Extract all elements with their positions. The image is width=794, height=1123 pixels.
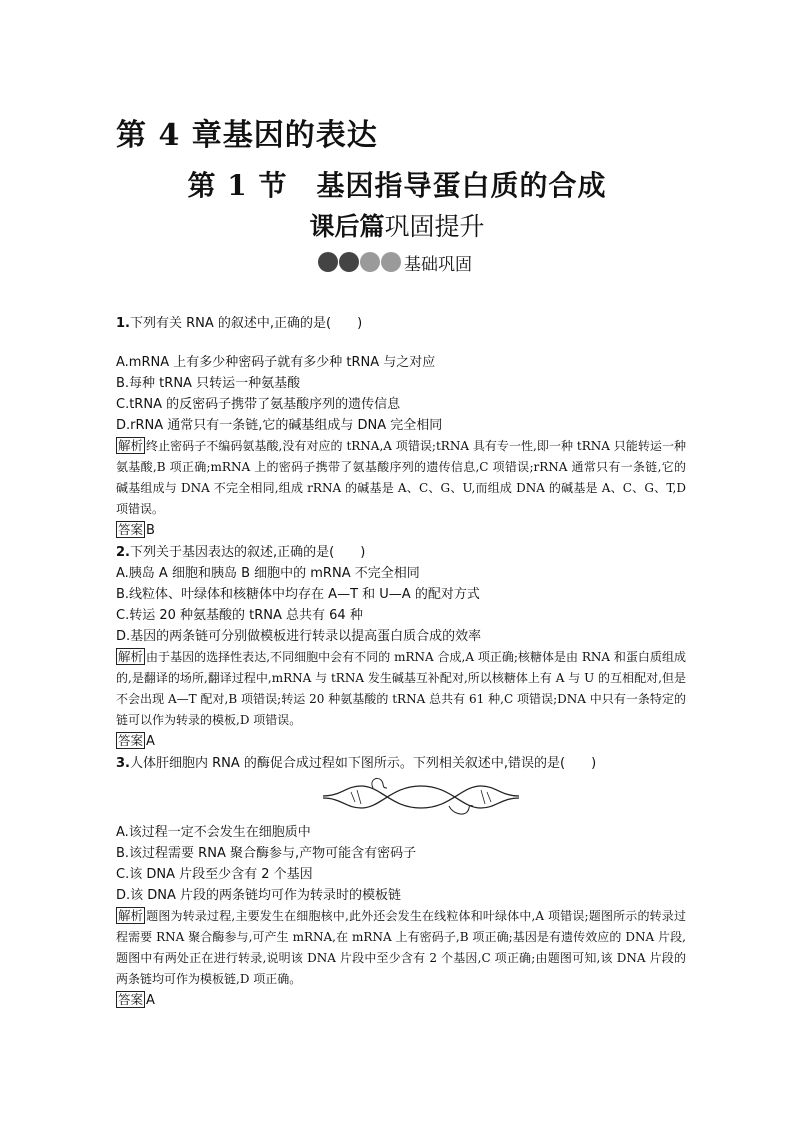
analysis-text: 题图为转录过程,主要发生在细胞核中,此外还会发生在线粒体和叶绿体中,A 项错误;题图所示的转录过程需要 RNA 聚合酶参与,可产生 mRNA,在 mRNA 上有密码子,B 项正确;基因是有遗传效应的 DNA 片段,题图中有两处正在进行转录,说明该 DNA 片段中至少含有 2 个基因,C 项正确;由题图可知,该 DNA 片段的两条链均可作为模板链,D 项正确。 <box>116 909 686 986</box>
answer <box>116 520 686 542</box>
question-number: 2. <box>116 545 130 560</box>
answer-value: B <box>146 523 155 538</box>
transcription-figure <box>116 774 686 822</box>
chapter-title: 第 4 章基因的表达 <box>116 118 378 153</box>
answer-value: A <box>146 734 155 749</box>
analysis-text: 由于基因的选择性表达,不同细胞中会有不同的 mRNA 合成,A 项正确;核糖体是由 RNA 和蛋白质组成的,是翻译的场所,翻译过程中,mRNA 与 tRNA 发生碱基互补配对,所以核糖体上有 A 与 U 的互相配对,但是不会出现 A—T 配对,B 项错误;转运 20 种氨基酸的 tRNA 总共有 61 种,C 项错误;DNA 中只有一条特定的链可以作为转录的模板,D 项错误。 <box>116 650 686 727</box>
option: D.该 DNA 片段的两条链均可作为转录时的模板链 <box>116 888 402 903</box>
option: C.转运 20 种氨基酸的 tRNA 总共有 64 种 <box>116 608 363 623</box>
sub-title <box>0 207 794 243</box>
section-title: 第 1 节 基因指导蛋白质的合成 <box>187 169 607 202</box>
analysis <box>116 436 686 520</box>
analysis <box>116 647 686 731</box>
option: D.基因的两条链可分别做模板进行转录以提高蛋白质合成的效率 <box>116 629 482 644</box>
answer <box>116 990 686 1012</box>
option: B.线粒体、叶绿体和核糖体中均存在 A—T 和 U—A 的配对方式 <box>116 587 480 602</box>
analysis-tag: 解析 <box>118 438 144 453</box>
question-text: 下列关于基因表达的叙述,正确的是( ) <box>129 545 366 560</box>
analysis-tag: 解析 <box>118 908 144 923</box>
option: D.rRNA 通常只有一条链,它的碱基组成与 DNA 完全相同 <box>116 418 443 433</box>
level-dot-icon <box>360 252 380 272</box>
answer <box>116 731 686 753</box>
answer-tag: 答案 <box>118 733 144 748</box>
question-number: 3. <box>116 756 130 771</box>
level-dot-icon <box>381 252 401 272</box>
answer-tag: 答案 <box>118 992 144 1007</box>
option: A.胰岛 A 细胞和胰岛 B 细胞中的 mRNA 不完全相同 <box>116 566 420 581</box>
option: A.mRNA 上有多少种密码子就有多少种 tRNA 与之对应 <box>116 355 436 370</box>
analysis <box>116 906 686 990</box>
question-stem <box>116 753 686 774</box>
answer-tag: 答案 <box>118 522 144 537</box>
option: B.每种 tRNA 只转运一种氨基酸 <box>116 376 301 391</box>
level-dot-icon <box>339 252 359 272</box>
option: B.该过程需要 RNA 聚合酶参与,产物可能含有密码子 <box>116 846 417 861</box>
question-text: 人体肝细胞内 RNA 的酶促合成过程如下图所示。下列相关叙述中,错误的是( ) <box>129 756 597 771</box>
dna-transcription-diagram <box>321 774 521 820</box>
question-number: 1. <box>116 316 130 331</box>
question-text: 下列有关 RNA 的叙述中,正确的是( ) <box>129 316 363 331</box>
level-banner <box>318 251 472 273</box>
option: C.tRNA 的反密码子携带了氨基酸序列的遗传信息 <box>116 397 401 412</box>
questions <box>116 313 686 1012</box>
analysis-tag: 解析 <box>118 649 144 664</box>
level-label: 基础巩固 <box>404 254 472 275</box>
sub-title-bold: 课后篇 <box>309 212 385 241</box>
answer-value: A <box>146 993 155 1008</box>
question-stem <box>116 542 686 563</box>
option: A.该过程一定不会发生在细胞质中 <box>116 825 311 840</box>
analysis-text: 终止密码子不编码氨基酸,没有对应的 tRNA,A 项错误;tRNA 具有专一性,即一种 tRNA 只能转运一种氨基酸,B 项正确;mRNA 上的密码子携带了氨基酸序列的遗传信息,C 项错误;rRNA 通常只有一条链,它的碱基组成与 DNA 不完全相同,组成 rRNA 的碱基是 A、C、G、U,而组成 DNA 的碱基是 A、C、G、T,D 项错误。 <box>116 439 686 516</box>
level-dot-icon <box>318 252 338 272</box>
question-stem <box>116 313 686 334</box>
option: C.该 DNA 片段至少含有 2 个基因 <box>116 867 313 882</box>
sub-title-rest: 巩固提升 <box>384 212 485 241</box>
